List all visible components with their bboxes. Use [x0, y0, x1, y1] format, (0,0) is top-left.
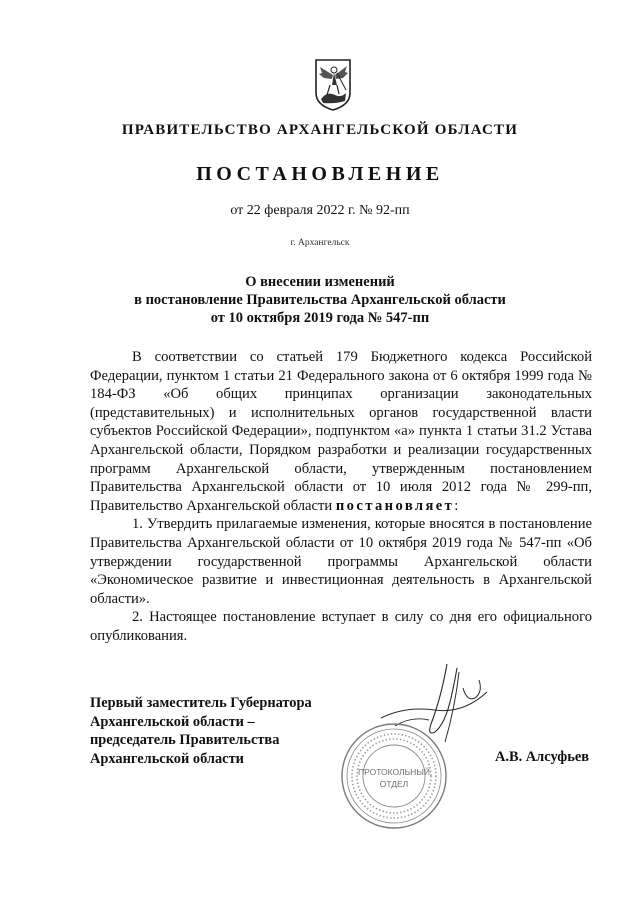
coat-of-arms-icon: [313, 57, 353, 112]
signer-title-line: Архангельской области: [90, 750, 244, 767]
preamble-paragraph: [90, 348, 592, 515]
item-paragraph: 2. Настоящее постановление вступает в силу со дня его официального опубликования.: [90, 609, 592, 644]
city-label: г. Архангельск: [290, 238, 350, 248]
document-type-title: ПОСТАНОВЛЕНИЕ: [196, 163, 444, 185]
item-paragraph: 1. Утвердить прилагаемые изменения, которые вносятся в постановление Правительства Архангельской области от 10 октября 2019 года № 547-пп «Об утверждении государственной программы Архангельской области «Экономическое развитие и инвестиционная деятельность в Архангельской области».: [90, 516, 592, 607]
signer-name: А.В. Алсуфьев: [495, 749, 590, 765]
org-name: ПРАВИТЕЛЬСТВО АРХАНГЕЛЬСКОЙ ОБЛАСТИ: [121, 122, 519, 138]
signer-title: [90, 694, 312, 768]
preamble-text: В соответствии со статьей 179 Бюджетного кодекса Российской Федерации, пунктом 1 статьи 21 Федерального закона от 6 октября 1999 года № 184-ФЗ «Об общих принципах организации законодательных (представительных) и исполнительных органов государственной власти субъектов Российской Федерации», подпунктом «а» пункта 1 статьи 31.2 Устава Архангельской области, Порядком разработки и реализации государственных программ Архангельской области, утвержденным постановлением Правительства Архангельской области от 10 июля 2012 года № 299-пп, Правительство Архангельской области: [90, 349, 592, 514]
signer-title-line: Архангельской области –: [90, 713, 255, 730]
signer-title-line: председатель Правительства: [90, 732, 280, 749]
decree-suffix: :: [454, 497, 459, 514]
subject-line: в постановление Правительства Архангельской области: [134, 292, 506, 308]
stamp-text: ОТДЕЛ: [379, 779, 409, 789]
official-stamp: [338, 720, 450, 832]
decree-word: постановляет: [335, 497, 455, 514]
signer-title-line: Первый заместитель Губернатора: [90, 695, 312, 711]
subject-line: О внесении изменений: [245, 274, 395, 290]
document-subject: [60, 273, 580, 327]
document-body: [90, 348, 592, 646]
stamp-text: ПРОТОКОЛЬНЫЙ: [358, 767, 430, 777]
date-and-number: от 22 февраля 2022 г. № 92-пп: [230, 203, 410, 218]
subject-line: от 10 октября 2019 года № 547-пп: [210, 310, 430, 326]
